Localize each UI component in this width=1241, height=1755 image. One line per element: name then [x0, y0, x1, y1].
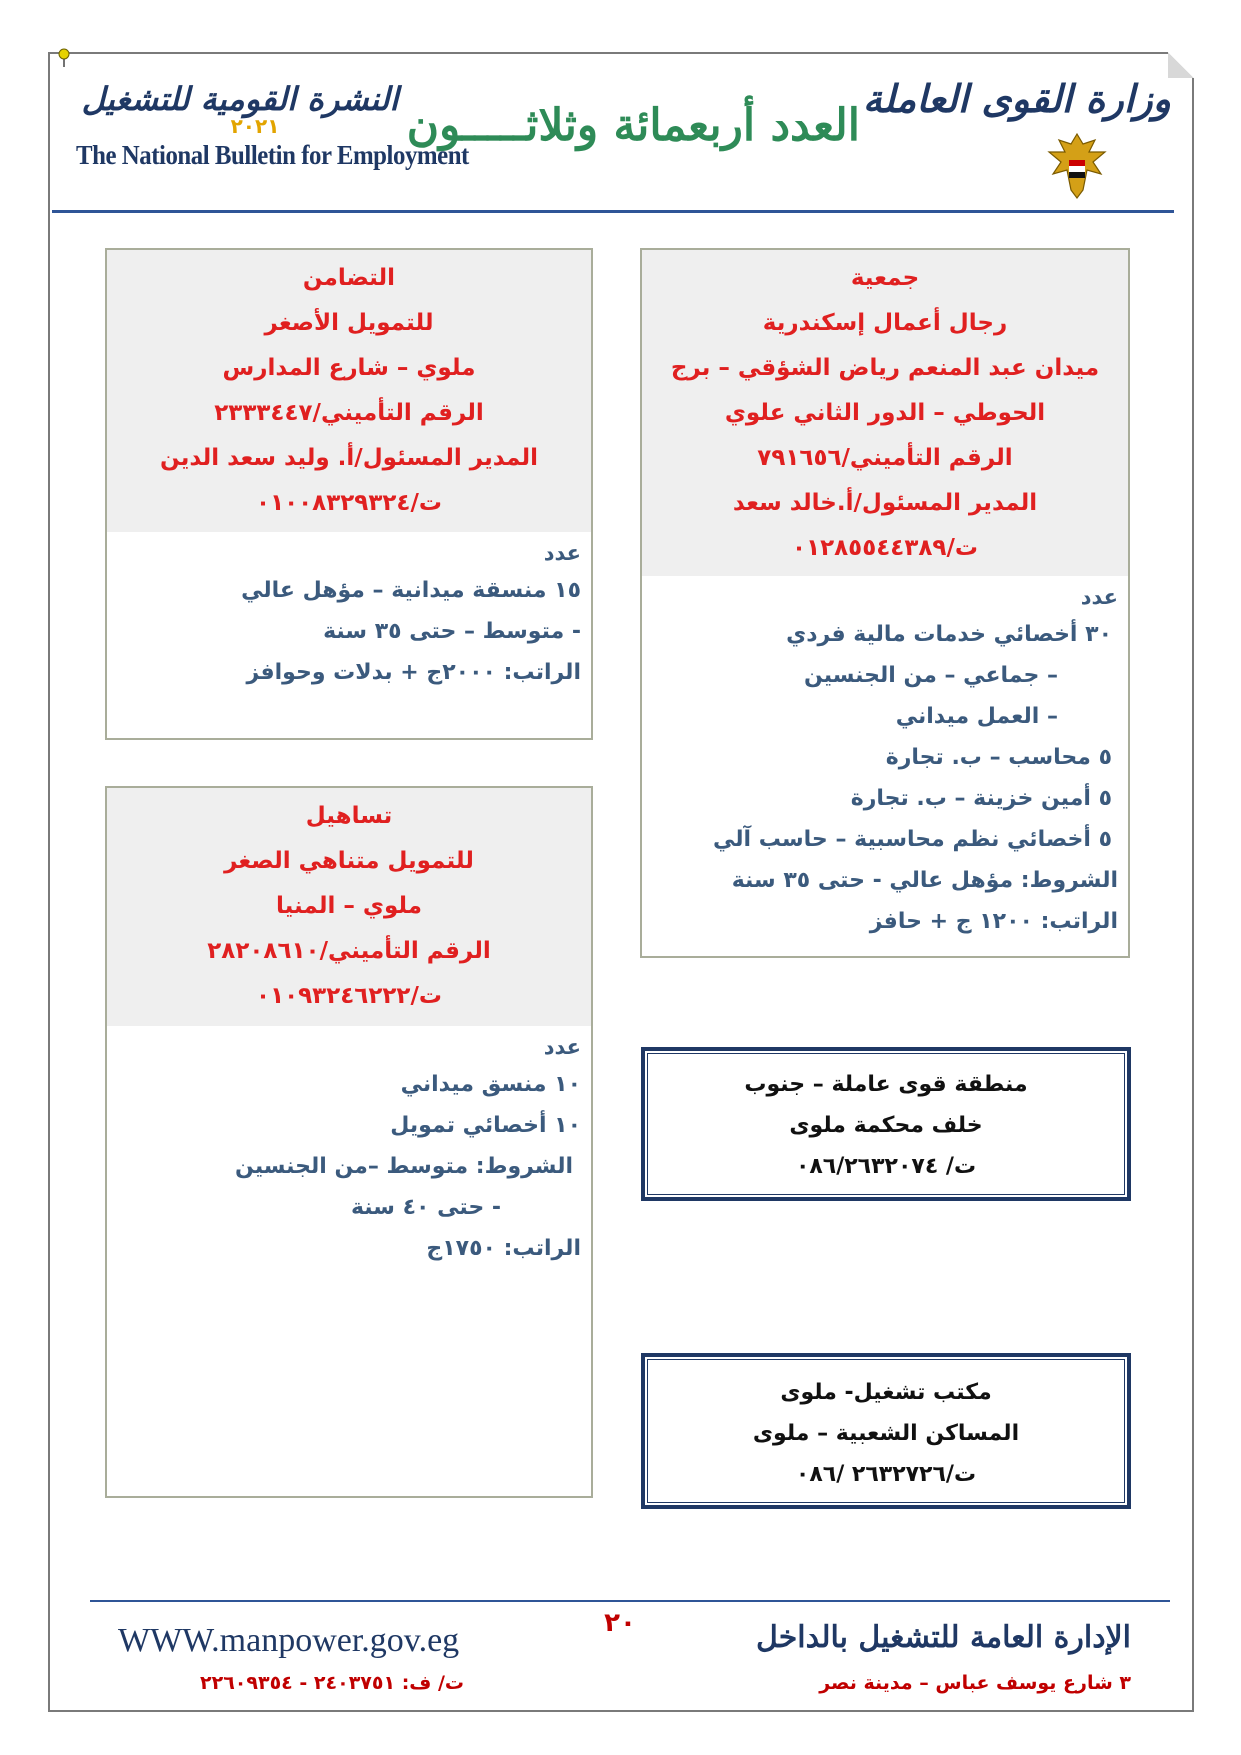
- salary-line: الراتب: ١٧٥٠ج: [426, 1236, 581, 1261]
- website-link[interactable]: WWW.manpower.gov.eg: [118, 1622, 460, 1659]
- office-phone: ت/٢٦٣٢٧٢٦ /٠٨٦: [795, 1462, 977, 1487]
- employer-line: للتمويل الأصغر: [264, 310, 434, 336]
- vacancy-line: ٣٠ أخصائي خدمات مالية فردي: [786, 622, 1112, 647]
- employer-address: ميدان عبد المنعم رياض الشؤقي – برج: [670, 355, 1100, 381]
- conditions-line: الشروط: مؤهل عالي - حتى ٣٥ سنة: [731, 868, 1118, 893]
- manager-name: المدير المسئول/أ.خالد سعد: [732, 490, 1038, 516]
- conditions-line: الشروط: متوسط –من الجنسين: [235, 1154, 573, 1179]
- vacancy-list: [642, 576, 1128, 942]
- egypt-eagle-emblem-icon: [1043, 130, 1111, 202]
- vacancy-list: [107, 1026, 591, 1269]
- phone-number: ت/٠١٠٠٨٣٢٩٣٢٤: [256, 490, 442, 516]
- employer-name: جمعية: [850, 265, 920, 291]
- employer-address: ملوي – شارع المدارس: [222, 355, 476, 381]
- employer-line: للتمويل متناهي الصغر: [224, 848, 474, 874]
- vacancy-line: ٥ أمين خزينة – ب. تجارة: [850, 786, 1112, 811]
- vacancy-line: – العمل ميداني: [895, 704, 1058, 729]
- employer-info: [107, 250, 591, 532]
- count-label: عدد: [1080, 585, 1118, 609]
- ministry-name: وزارة القوى العاملة: [862, 76, 1171, 121]
- count-label: عدد: [543, 541, 581, 565]
- issue-title: العدد أربعمائة وثلاثـــــون: [406, 100, 860, 151]
- job-card-tadamon: [105, 248, 593, 740]
- vacancy-list: [107, 532, 591, 693]
- page-corner-fold: [1168, 52, 1194, 78]
- vacancy-line: – جماعي – من الجنسين: [803, 663, 1058, 688]
- header-divider: [52, 210, 1174, 213]
- bulletin-title-arabic: النشرة القومية للتشغيل: [81, 80, 399, 118]
- employer-address: الحوطي – الدور الثاني علوي: [724, 400, 1046, 426]
- vacancy-line: ٥ أخصائي نظم محاسبية – حاسب آلي: [713, 827, 1112, 852]
- vacancy-line: ٥ محاسب – ب. تجارة: [885, 745, 1112, 770]
- department-name: الإدارة العامة للتشغيل بالداخل: [755, 1620, 1131, 1655]
- insurance-number: الرقم التأميني/٢٣٣٣٤٤٧: [214, 400, 484, 426]
- pushpin-icon: [56, 48, 72, 68]
- bulletin-title-english: The National Bulletin for Employment: [76, 140, 469, 170]
- phone-number: ت/٠١٢٨٥٥٤٤٣٨٩: [792, 535, 978, 561]
- vacancy-line: ١٠ منسق ميداني: [400, 1072, 581, 1097]
- employer-name: تساهيل: [305, 803, 393, 829]
- salary-line: الراتب: ١٢٠٠ ج + حافز: [869, 909, 1118, 934]
- employer-info: [642, 250, 1128, 576]
- employer-line: رجال أعمال إسكندرية: [762, 310, 1008, 336]
- job-card-alexandria: [640, 248, 1130, 958]
- salary-line: الراتب: ٢٠٠٠ج + بدلات وحوافز: [246, 660, 581, 685]
- office-box-manpower-south: [644, 1050, 1128, 1198]
- bulletin-year: ٢٠٢١: [230, 114, 280, 138]
- vacancy-line: - متوسط – حتى ٣٥ سنة: [323, 619, 581, 644]
- office-address: خلف محكمة ملوى: [789, 1113, 983, 1138]
- count-label: عدد: [543, 1035, 581, 1059]
- page-number: ٢٠: [604, 1608, 636, 1638]
- footer-phone-fax: ت/ ف: ٢٤٠٣٧٥١ - ٢٢٦٠٩٣٥٤: [200, 1672, 465, 1694]
- insurance-number: الرقم التأميني/٢٨٢٠٨٦١٠: [207, 938, 491, 964]
- job-card-tasahil: [105, 786, 593, 1498]
- vacancy-line: ١٥ منسقة ميدانية – مؤهل عالي: [241, 578, 581, 603]
- footer-divider: [90, 1600, 1170, 1602]
- employer-info: [107, 788, 591, 1026]
- office-name: مكتب تشغيل- ملوى: [780, 1380, 992, 1405]
- vacancy-line: ١٠ أخصائي تمويل: [390, 1113, 581, 1138]
- employer-name: التضامن: [302, 265, 396, 291]
- office-phone: ت/ ٠٨٦/٢٦٣٢٠٧٤: [795, 1154, 977, 1179]
- phone-number: ت/٠١٠٩٣٢٤٦٢٢٢: [256, 983, 442, 1009]
- conditions-line: - حتى ٤٠ سنة: [350, 1195, 501, 1220]
- employer-address: ملوي – المنيا: [276, 893, 422, 919]
- manager-name: المدير المسئول/أ. وليد سعد الدين: [160, 445, 538, 471]
- office-address: المساكن الشعبية – ملوى: [752, 1421, 1020, 1446]
- office-name: منطقة قوى عاملة – جنوب: [744, 1072, 1028, 1097]
- office-box-mallawi: [644, 1356, 1128, 1506]
- insurance-number: الرقم التأميني/٧٩١٦٥٦: [757, 445, 1013, 471]
- department-address: ٣ شارع يوسف عباس – مدينة نصر: [819, 1672, 1131, 1694]
